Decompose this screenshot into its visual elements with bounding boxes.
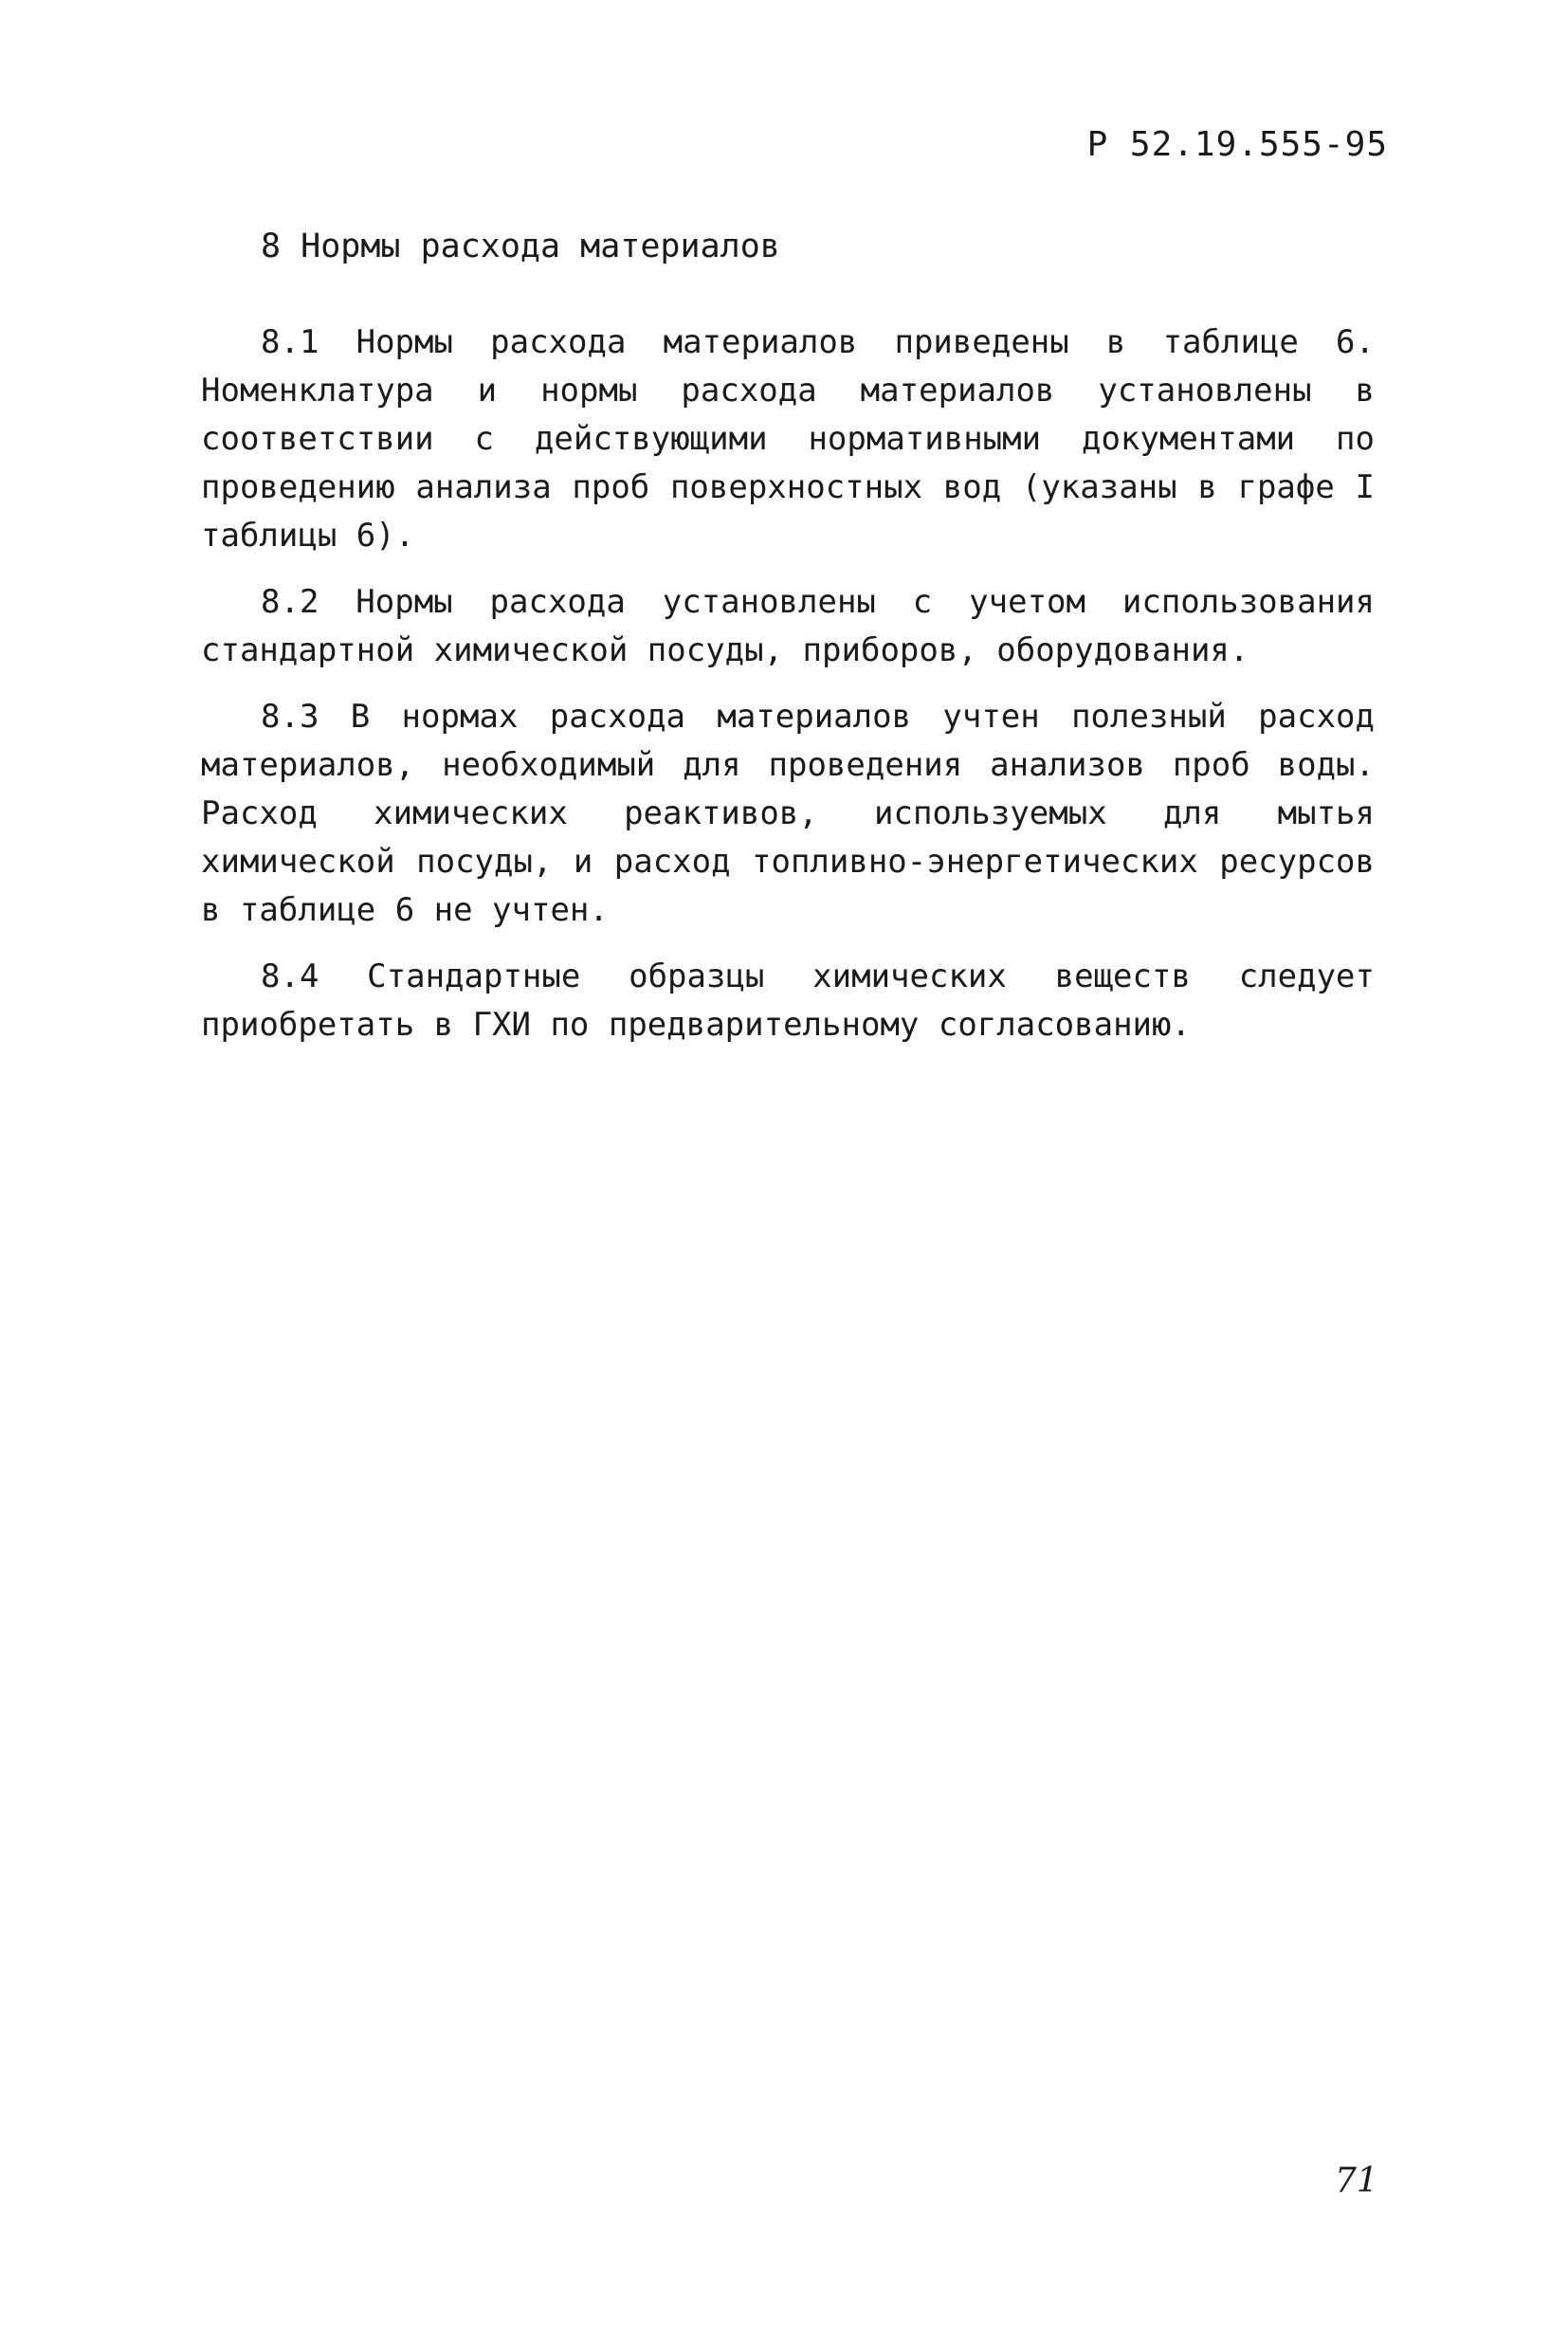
section-heading: 8 Нормы расхода материалов — [261, 228, 780, 265]
paragraph-8-1: 8.1 Нормы расхода материалов приведены в таблице 6. Номенклатура и нормы расхода материалов установлены в соответствии с действующими нормативными документами по проведению анализа проб поверхностных вод (указаны в графе I таблицы 6). — [201, 323, 1375, 555]
page-number: 71 — [1335, 2161, 1378, 2200]
paragraph-8-4: 8.4 Стандартные образцы химических веществ следует приобретать в ГХИ по предварительному согласованию. — [201, 957, 1375, 1044]
paragraph-8-3: 8.3 В нормах расхода материалов учтен полезный расход материалов, необходимый для проведения анализов проб воды. Расход химических реактивов, используемых для мытья химической посуды, и расход топливно-энергетических ресурсов в таблице 6 не учтен. — [201, 698, 1375, 929]
document-code: Р 52.19.555-95 — [1086, 125, 1388, 164]
paragraph-8-2: 8.2 Нормы расхода установлены с учетом использования стандартной химической посуды, приборов, оборудования. — [201, 583, 1375, 669]
section-body — [201, 319, 1375, 1067]
